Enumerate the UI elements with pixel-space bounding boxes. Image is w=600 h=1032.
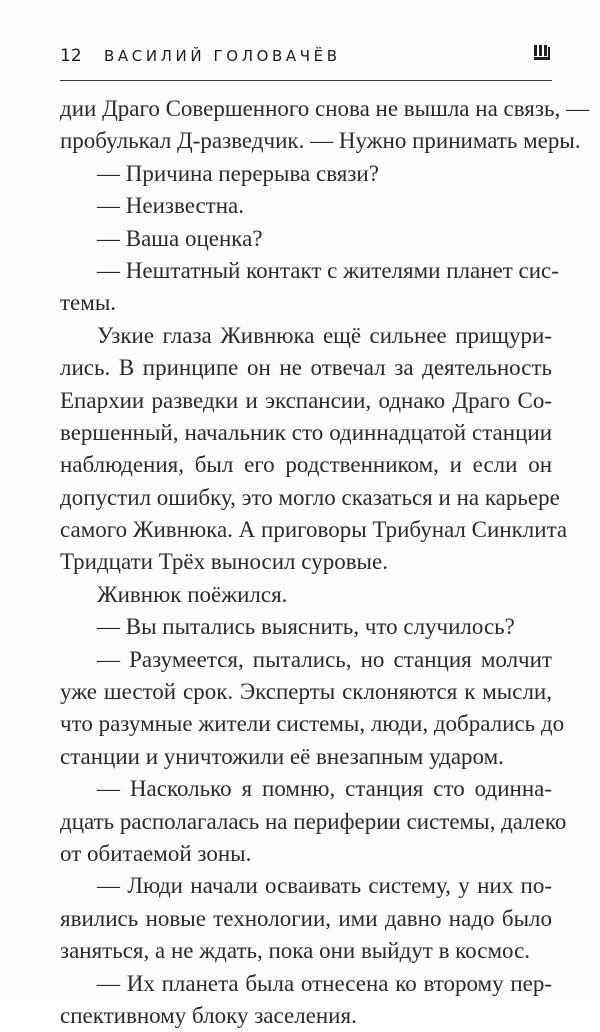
text-line: уже шестой срок. Эксперты склоняются к мысли, — [60, 679, 552, 705]
text-line: самого Живнюка. А приговоры Трибунал Синклита — [60, 517, 568, 543]
text-line: от обитаемой зоны. — [60, 840, 252, 866]
text-line: заняться, а не ждать, пока они выйдут в космос. — [60, 938, 531, 964]
text-line: — Нештатный контакт с жителями планет сис- — [97, 257, 559, 283]
text-line: Узкие глаза Живнюка ещё сильнее прищури- — [97, 322, 552, 348]
text-line: дцать располагалась на периферии системы, далеко — [60, 808, 567, 834]
text-line: Епархии разведки и экспансии, однако Драго Со- — [60, 387, 552, 413]
text-line: Живнюк поёжился. — [97, 581, 288, 607]
text-line: вершенный, начальник сто одиннадцатой станции — [60, 419, 552, 445]
text-line: явились новые технологии, ими давно надо было — [60, 905, 552, 931]
text-line: — Насколько я помню, станция сто одинна- — [97, 776, 552, 802]
text-line: дии Драго Совершенного снова не вышла на связь, — — [60, 96, 589, 121]
text-line: — Причина перерыва связи? — [97, 160, 379, 186]
text-line: спективному блоку заселения. — [60, 1002, 357, 1028]
text-line: — Люди начали осваивать систему, у них по- — [97, 873, 552, 899]
text-line: допустил ошибку, это могло сказаться и на карьере — [60, 484, 560, 510]
text-line: Тридцати Трёх выносил суровые. — [60, 549, 388, 575]
text-line: пробулькал Д-разведчик. — Нужно принимать меры. — [60, 128, 581, 154]
text-line: темы. — [60, 290, 117, 316]
text-line: — Вы пытались выяснить, что случилось? — [97, 614, 515, 640]
page-number: 12 — [60, 46, 82, 66]
text-line: наблюдения, был его родственником, и если он — [60, 452, 552, 478]
header-rule — [60, 80, 552, 81]
text-line: станции и уничтожили её внезапным ударом. — [60, 743, 504, 769]
running-head-author: ВАСИЛИЙ ГОЛОВАЧЁВ — [104, 47, 341, 65]
body-text — [60, 93, 589, 1032]
text-line: — Ваша оценка? — [97, 225, 263, 251]
text-line: — Разумеется, пытались, но станция молчит — [97, 646, 552, 672]
text-line: — Их планета была отнесена ко второму пер- — [97, 970, 552, 996]
text-line: — Неизвестна. — [97, 193, 244, 219]
publisher-logo-icon — [532, 43, 552, 63]
text-line: что разумные жители системы, люди, добрались до — [60, 711, 565, 737]
page-header — [60, 38, 552, 68]
text-line: лись. В принципе он не отвечал за деятельность — [60, 355, 552, 381]
